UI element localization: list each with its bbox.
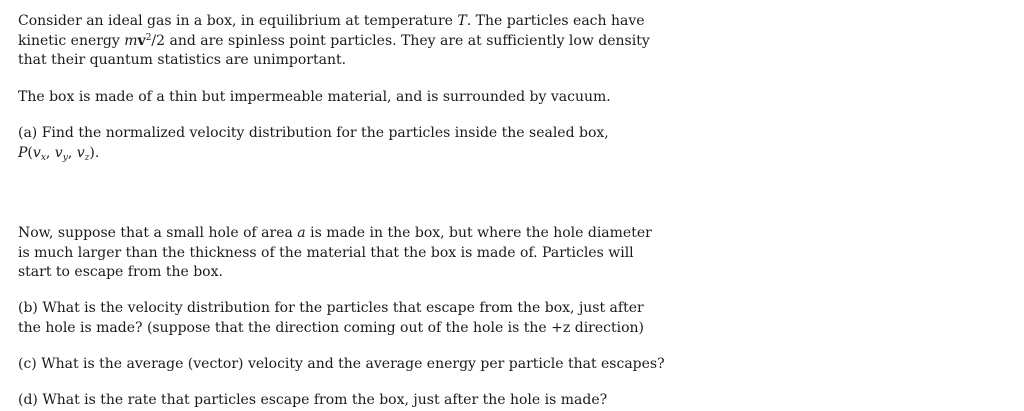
exponent: 2 <box>145 32 152 43</box>
intro-text: Consider an ideal gas in a box, in equilibrium at temperature <box>18 13 458 29</box>
vy-symbol: v <box>54 144 63 161</box>
area-symbol: a <box>297 225 306 241</box>
hole-text: Now, suppose that a small hole of area <box>18 225 298 241</box>
box-material-paragraph: The box is made of a thin but impermeable material, and is surrounded by vacuum. <box>18 89 611 105</box>
paren: ( <box>27 144 33 161</box>
hole-line-3: start to escape from the box. <box>18 264 223 280</box>
distribution-symbol: P <box>18 144 28 161</box>
intro-text: kinetic energy <box>18 32 125 49</box>
hole-text: is made in the box, but where the hole diameter <box>305 225 652 241</box>
part-a-question: (a) Find the normalized velocity distribution for the particles inside the sealed box, <box>18 125 609 141</box>
paren: ). <box>89 144 100 161</box>
velocity-vector-symbol: v <box>137 32 146 49</box>
vx-symbol: v <box>32 144 41 161</box>
intro-line-2 <box>18 32 658 52</box>
part-a-paragraph <box>18 124 658 163</box>
intro-line-1 <box>18 12 658 32</box>
subscript-y: y <box>62 152 68 163</box>
part-b-paragraph <box>18 299 658 338</box>
part-c-question: (c) What is the average (vector) velocity and the average energy per particle that escapes? <box>18 356 665 372</box>
vz-symbol: v <box>76 144 85 161</box>
subscript-z: z <box>84 152 90 163</box>
intro-paragraph <box>18 12 658 71</box>
intro-line-3: that their quantum statistics are unimportant. <box>18 52 347 68</box>
part-d-question: (d) What is the rate that particles escape from the box, just after the hole is made? <box>18 392 608 408</box>
subscript-x: x <box>40 152 46 163</box>
comma: , <box>45 144 55 161</box>
hole-line-2: is much larger than the thickness of the material that the box is made of. Particles will <box>18 244 634 261</box>
part-b-question-line-1: (b) What is the velocity distribution for the particles that escape from the box, just after <box>18 300 644 316</box>
temperature-symbol: T <box>457 13 467 29</box>
part-b-question-line-2: the hole is made? (suppose that the direction coming out of the hole is the +z direction) <box>18 319 644 336</box>
comma: , <box>67 144 77 161</box>
mass-symbol: m <box>124 32 138 49</box>
hole-line-1 <box>18 224 658 244</box>
part-a-formula <box>18 144 658 164</box>
hole-paragraph <box>18 224 658 283</box>
intro-text: . The particles each have <box>466 13 645 29</box>
intro-text: /2 and are spinless point particles. They are at sufficiently low density <box>151 32 650 49</box>
